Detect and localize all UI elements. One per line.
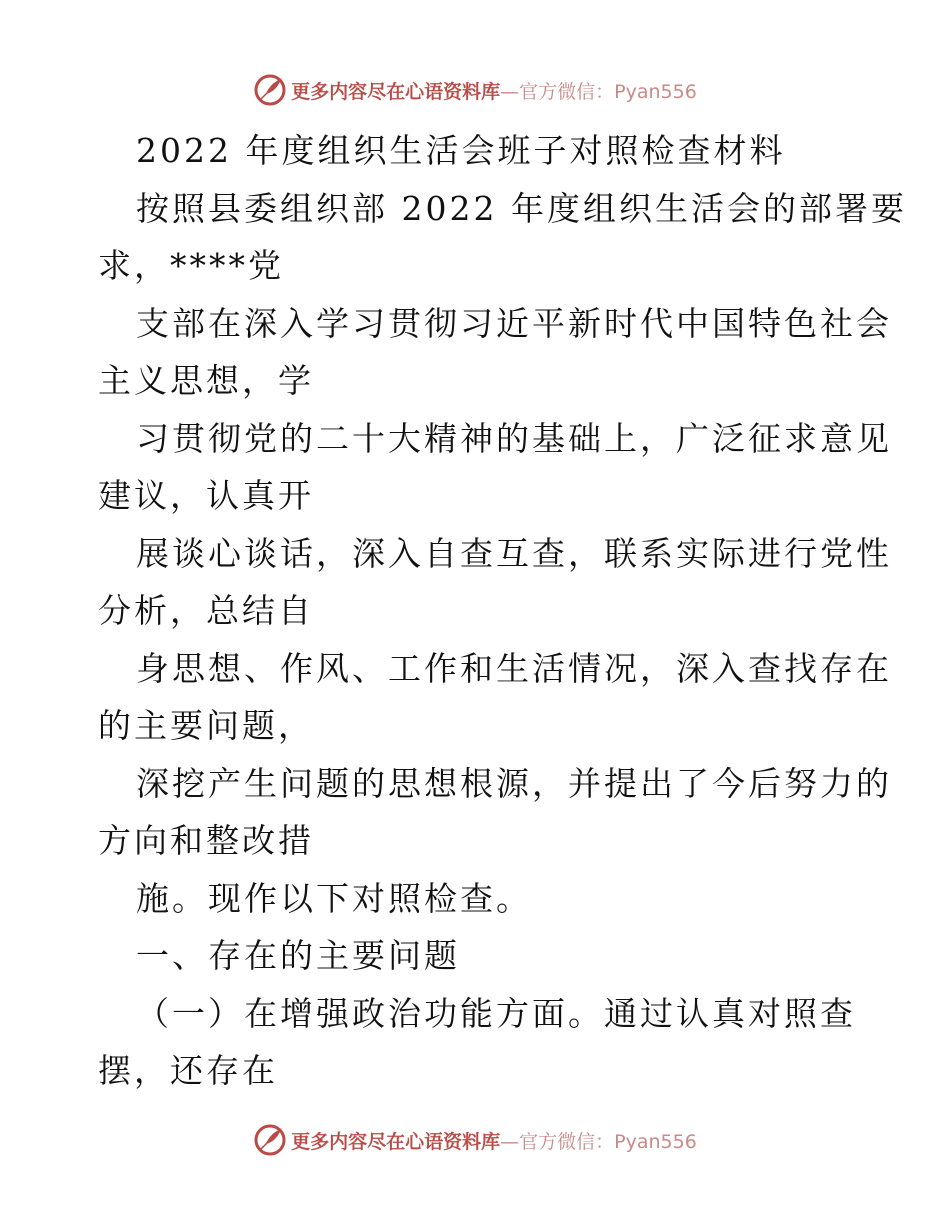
document-line: 按照县委组织部 2022 年度组织生活会的部署要 bbox=[136, 188, 907, 228]
document-line: 主义思想，学 bbox=[98, 361, 314, 400]
watermark-header bbox=[0, 70, 950, 110]
document-line: 的主要问题， bbox=[98, 706, 314, 745]
document-line: 分析，总结自 bbox=[98, 591, 314, 630]
document-line: 深挖产生问题的思想根源，并提出了今后努力的 bbox=[136, 763, 892, 803]
document-body bbox=[98, 122, 907, 1100]
watermark-separator: — bbox=[500, 1130, 520, 1153]
document-line: 展谈心谈话，深入自查互查，联系实际进行党性 bbox=[136, 533, 892, 573]
feather-logo-icon bbox=[253, 1123, 287, 1157]
document-line: 支部在深入学习贯彻习近平新时代中国特色社会 bbox=[136, 303, 892, 343]
feather-logo-icon bbox=[253, 73, 287, 107]
watermark-contact: 官方微信：Pyan556 bbox=[519, 80, 697, 103]
watermark-text bbox=[291, 1127, 697, 1154]
watermark-text bbox=[291, 77, 697, 104]
document-line: 身思想、作风、工作和生活情况，深入查找存在 bbox=[136, 648, 892, 688]
watermark-footer bbox=[0, 1120, 950, 1160]
document-line: （一）在增强政治功能方面。通过认真对照查 bbox=[136, 993, 856, 1033]
document-line: 建议，认真开 bbox=[98, 476, 314, 515]
document-line: 施。现作以下对照检查。 bbox=[136, 878, 532, 918]
document-line: 求，****党 bbox=[98, 246, 284, 285]
document-line: 习贯彻党的二十大精神的基础上，广泛征求意见 bbox=[136, 418, 892, 458]
watermark-brand: 更多内容尽在心语资料库 bbox=[291, 80, 501, 103]
document-line: 一、存在的主要问题 bbox=[136, 936, 460, 975]
document-line: 摆，还存在 bbox=[98, 1051, 278, 1090]
watermark-contact: 官方微信：Pyan556 bbox=[519, 1130, 697, 1153]
watermark-brand: 更多内容尽在心语资料库 bbox=[291, 1130, 501, 1153]
watermark-separator: — bbox=[500, 80, 520, 103]
document-line: 方向和整改措 bbox=[98, 821, 314, 860]
document-line: 2022 年度组织生活会班子对照检查材料 bbox=[136, 131, 786, 170]
